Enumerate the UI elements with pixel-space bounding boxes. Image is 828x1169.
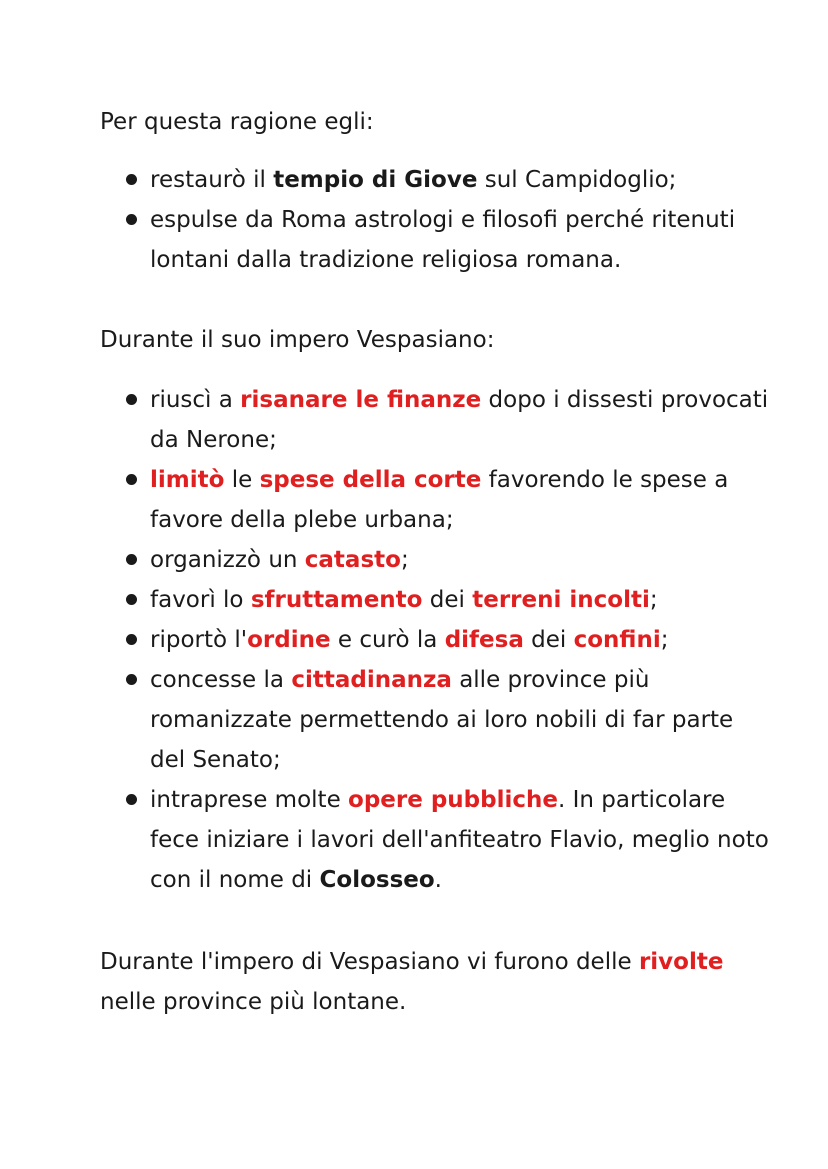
- highlight-term: catasto: [304, 547, 401, 573]
- list-item: restaurò il tempio di Giove sul Campidoglio;: [150, 160, 770, 200]
- list-item: concesse la cittadinanza alle province più romanizzate permettendo ai loro nobili di far parte del Senato;: [150, 660, 770, 780]
- bold-term: tempio di Giove: [273, 167, 478, 193]
- highlight-term: rivolte: [638, 949, 724, 975]
- list-item: limitò le spese della corte favorendo le spese a favore della plebe urbana;: [150, 460, 770, 540]
- highlight-term: confini: [573, 627, 661, 653]
- list-item: organizzò un catasto;: [150, 540, 770, 580]
- list-item: riuscì a risanare le finanze dopo i dissesti provocati da Nerone;: [150, 380, 770, 460]
- closing-paragraph: Durante l'impero di Vespasiano vi furono delle rivolte nelle province più lontane.: [100, 949, 724, 1015]
- bullet-icon: [126, 794, 137, 805]
- list-item: intraprese molte opere pubbliche. In particolare fece iniziare i lavori dell'anfiteatro Flavio, meglio noto con il nome di Colosseo.: [150, 780, 770, 900]
- highlight-term: sfruttamento: [250, 587, 423, 613]
- bullet-icon: [126, 634, 137, 645]
- bullet-icon: [126, 474, 137, 485]
- highlight-term: ordine: [247, 627, 331, 653]
- bullet-icon: [126, 554, 137, 565]
- reforms-list-empire: [150, 380, 770, 900]
- highlight-term: risanare le finanze: [240, 387, 482, 413]
- list-item: riportò l'ordine e curò la difesa dei confini;: [150, 620, 770, 660]
- bullet-icon: [126, 174, 137, 185]
- bold-term: Colosseo: [319, 867, 435, 893]
- list-item: favorì lo sfruttamento dei terreni incolti;: [150, 580, 770, 620]
- highlight-term: opere pubbliche: [348, 787, 558, 813]
- highlight-term: spese della corte: [259, 467, 482, 493]
- list-item: espulse da Roma astrologi e filosofi perché ritenuti lontani dalla tradizione religiosa romana.: [150, 200, 770, 280]
- highlight-term: cittadinanza: [291, 667, 452, 693]
- bullet-icon: [126, 214, 137, 225]
- section-heading-paragraph: Durante il suo impero Vespasiano:: [100, 327, 495, 353]
- bullet-icon: [126, 394, 137, 405]
- reforms-list-religion: [150, 160, 770, 280]
- highlight-term: difesa: [444, 627, 524, 653]
- bullet-icon: [126, 674, 137, 685]
- highlight-term: terreni incolti: [472, 587, 650, 613]
- bullet-icon: [126, 594, 137, 605]
- intro-paragraph: Per questa ragione egli:: [100, 109, 374, 135]
- highlight-term: limitò: [150, 467, 225, 493]
